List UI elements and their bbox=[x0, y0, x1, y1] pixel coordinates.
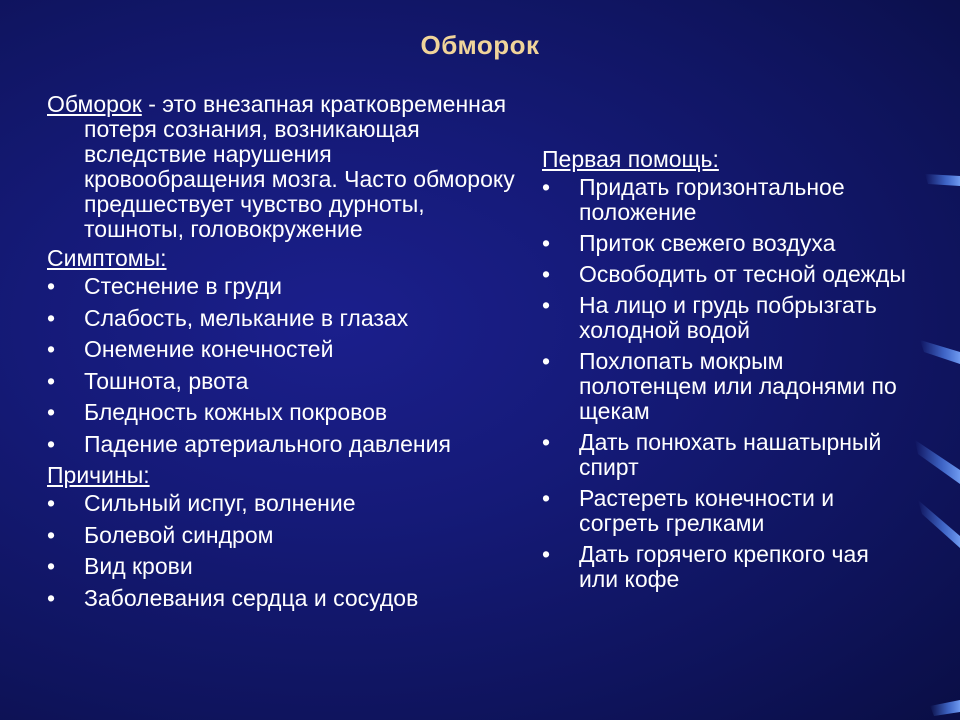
slide-title: Обморок bbox=[420, 30, 540, 60]
cause-item: • Болевой синдром bbox=[47, 523, 517, 548]
causes-list bbox=[47, 491, 517, 611]
symptom-item: • Падение артериального давления bbox=[47, 432, 517, 457]
first-aid-item: • Похлопать мокрым полотенцем или ладонями по щекам bbox=[542, 349, 912, 424]
symptom-item: • Онемение конечностей bbox=[47, 337, 517, 362]
streak-4 bbox=[918, 500, 960, 548]
cause-item: • Заболевания сердца и сосудов bbox=[47, 586, 517, 611]
definition-paragraph bbox=[47, 92, 517, 242]
first-aid-item: • Приток свежего воздуха bbox=[542, 231, 912, 256]
symptom-item: • Стеснение в груди bbox=[47, 274, 517, 299]
cause-item: • Вид крови bbox=[47, 554, 517, 579]
first-aid-item: • Дать понюхать нашатырный спирт bbox=[542, 430, 912, 480]
cause-item: • Сильный испуг, волнение bbox=[47, 491, 517, 516]
symptoms-heading: Симптомы: bbox=[47, 245, 167, 271]
first-aid-item: • Дать горячего крепкого чая или кофе bbox=[542, 542, 912, 592]
first-aid-item: • На лицо и грудь побрызгать холодной водой bbox=[542, 293, 912, 343]
first-aid-item: • Придать горизонтальное положение bbox=[542, 175, 912, 225]
left-column bbox=[47, 92, 517, 617]
right-column bbox=[542, 147, 912, 598]
streak-1 bbox=[925, 174, 960, 186]
symptom-item: • Слабость, мелькание в глазах bbox=[47, 306, 517, 331]
causes-heading: Причины: bbox=[47, 462, 150, 488]
streak-5 bbox=[930, 700, 960, 716]
symptom-item: • Тошнота, рвота bbox=[47, 369, 517, 394]
first-aid-heading: Первая помощь: bbox=[542, 146, 719, 172]
streak-3 bbox=[915, 440, 960, 484]
definition-text: - это внезапная кратковременная потеря сознания, возникающая вследствие нарушения кровообращения мозга. Часто обмороку предшествует чувство дурноты, тошноты, головокружение bbox=[84, 91, 515, 242]
definition-term: Обморок bbox=[47, 91, 142, 117]
first-aid-item: • Освободить от тесной одежды bbox=[542, 262, 912, 287]
first-aid-item: • Растереть конечности и согреть грелками bbox=[542, 486, 912, 536]
first-aid-list bbox=[542, 175, 912, 592]
streak-2 bbox=[920, 340, 960, 364]
symptom-item: • Бледность кожных покровов bbox=[47, 400, 517, 425]
symptoms-list bbox=[47, 274, 517, 457]
